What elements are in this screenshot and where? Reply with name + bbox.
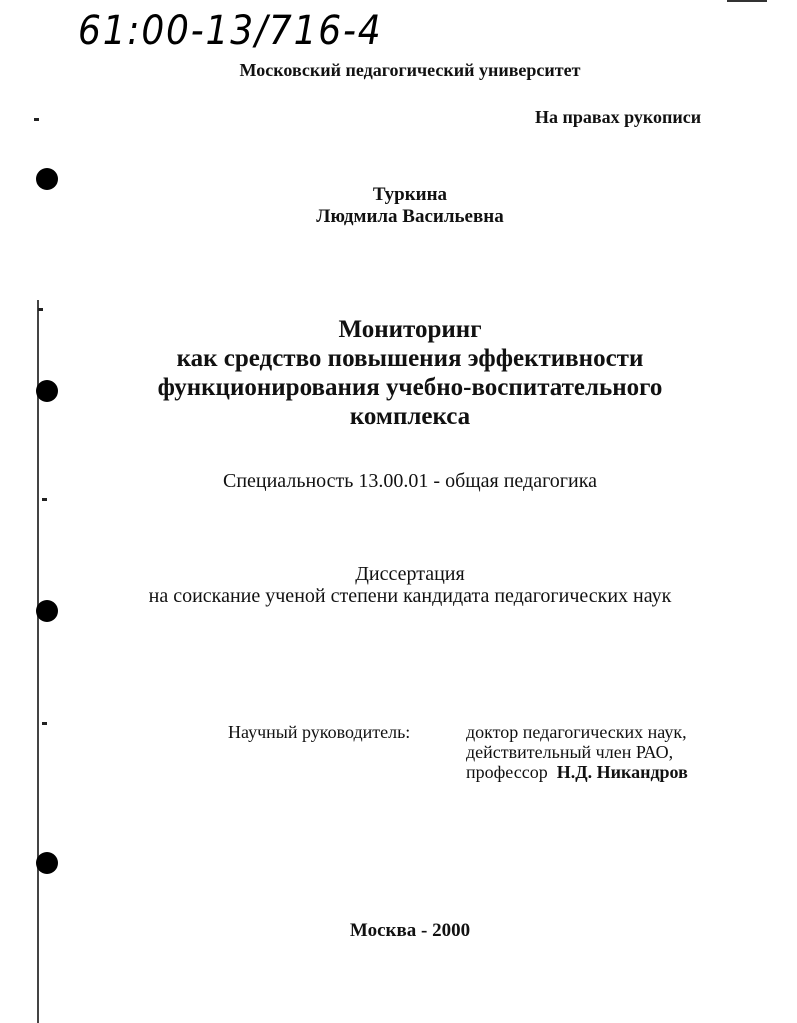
supervisor-label: Научный руководитель:	[228, 722, 411, 742]
university-name: Московский педагогический университет	[239, 60, 581, 80]
supervisor-title-name	[466, 762, 688, 783]
supervisor-membership: действительный член РАО,	[466, 742, 674, 762]
supervisor-title: профессор	[466, 762, 548, 782]
author-name: Людмила Васильевна	[316, 206, 504, 227]
specialty: Специальность 13.00.01 - общая педагогика	[222, 470, 597, 492]
scan-mark	[727, 0, 767, 2]
scan-mark	[34, 118, 39, 121]
work-type: Диссертация	[355, 563, 465, 585]
binder-hole	[36, 852, 58, 874]
title-line: как средство повышения эффективности	[176, 345, 644, 372]
title-line: Мониторинг	[338, 316, 482, 343]
city-year: Москва - 2000	[349, 920, 471, 941]
manuscript-rights: На правах рукописи	[535, 107, 702, 127]
author-surname: Туркина	[372, 184, 448, 205]
scan-mark	[38, 308, 43, 311]
title-line: функционирования учебно-воспитательного	[157, 374, 663, 401]
handwritten-archive-number: 61:00-13/716-4	[78, 8, 383, 54]
scan-mark	[42, 498, 47, 501]
supervisor-degree: доктор педагогических наук,	[466, 722, 687, 742]
degree: на соискание ученой степени кандидата педагогических наук	[148, 585, 672, 607]
scan-mark	[42, 722, 47, 725]
supervisor-name: Н.Д. Никандров	[556, 762, 688, 782]
title-line: комплекса	[349, 403, 471, 430]
